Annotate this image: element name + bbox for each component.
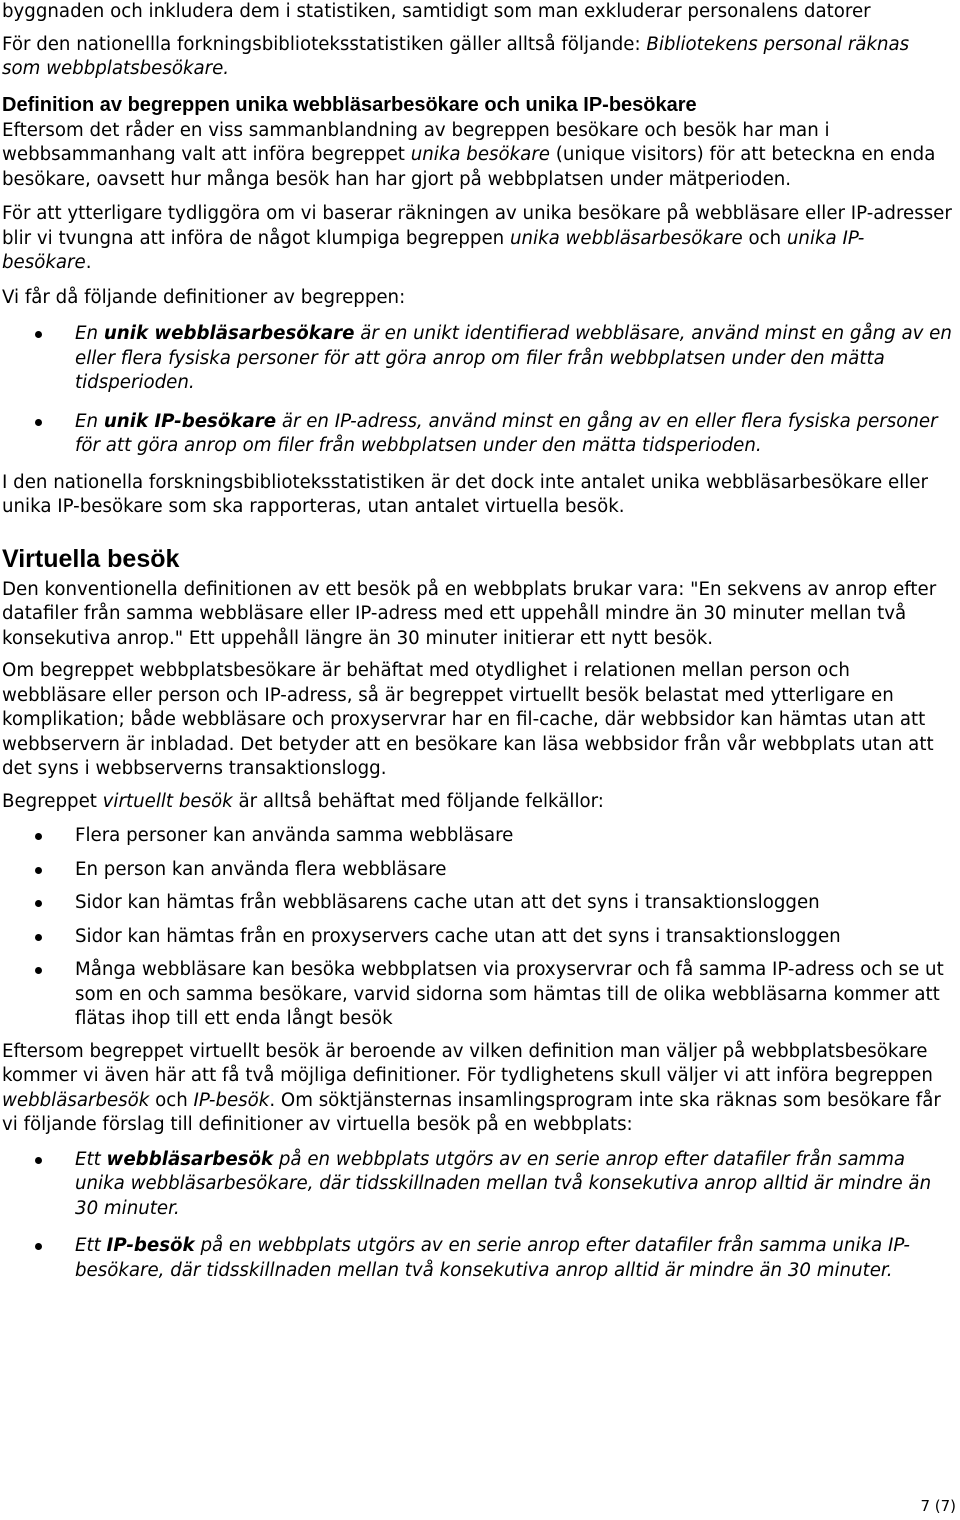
list-item <box>2 1148 952 1222</box>
intro-line: byggnaden och inkludera dem i statistiken, samtidigt som man exkluderar personalens datorer <box>2 1 871 22</box>
text-run: . Om söktjänsternas insamlingsprogram inte ska räknas som besökare får vi följande förslag till definitioner av virtuella besök på en webbplats: <box>2 1089 941 1135</box>
list-item: En person kan använda flera webbläsare <box>2 858 952 883</box>
virtual-paragraph-2: Om begreppet webbplatsbesökare är behäftat med otydlighet i relationen mellan person och webbläsare eller person och IP-adress, så är begreppet virtuellt besök belastat med ytterligare en komplikation; både webbläsare och proxyservrar har en fil-cache, där webbsidor kan hämtas utan att webbservern är inbladad. Det betyder att en besökare kan läsa webbsidor från vår webbplats utan att det syns i webbserverns transaktionslogg. <box>2 660 934 779</box>
text-run: En <box>75 410 104 432</box>
list-item <box>2 410 952 459</box>
list-item <box>2 322 952 396</box>
text-run: (unique visitors) för att beteckna en enda besökare, oavsett hur många besök han har gjort på webbplatsen under mätperioden. <box>2 144 936 190</box>
italic-term: unika webbläsarbesökare <box>509 227 743 249</box>
definition-paragraph-1 <box>2 119 952 193</box>
text-run: på en webbplats utgörs av en serie anrop efter datafiler från samma unika IP-besökare, där tidsskillnaden mellan två konsekutiva anrop alltid är mindre än 30 minuter. <box>75 1235 910 1281</box>
bold-term: unik webbläsarbesökare <box>103 323 355 344</box>
text-run: är en IP-adress, använd minst en gång av en eller flera fysiska personer för att göra anrop om filer från webbplatsen under den mätta tidsperioden. <box>75 410 938 456</box>
italic-term: unika IP-besökare <box>2 227 865 273</box>
text-run: En <box>75 323 104 344</box>
definition-heading: Definition av begreppen unika webbläsarbesökare och unika IP-besökare <box>2 93 697 116</box>
bold-term: unik IP-besökare <box>103 410 277 432</box>
text-run: är alltså behäftat med följande felkällor: <box>232 790 604 812</box>
definition-paragraph-3: Vi får då följande definitioner av begreppen: <box>2 286 406 308</box>
text-run: Begreppet <box>2 790 103 812</box>
text-run: . <box>85 252 92 273</box>
text-run: Ett <box>75 1235 107 1256</box>
virtual-visits-heading: Virtuella besök <box>2 544 180 573</box>
virtual-paragraph-3 <box>2 790 952 815</box>
definition-paragraph-4: I den nationella forskningsbiblioteksstatistiken är det dock inte antalet unika webbläsarbesökare eller unika IP-besökare som ska rapporteras, utan antalet virtuella besök. <box>2 471 928 517</box>
italic-term: IP-besök <box>193 1089 270 1111</box>
text-run: på en webbplats utgörs av en serie anrop efter datafiler från samma unika webbläsarbesökare, där tidsskillnaden mellan två konsekutiva anrop alltid är mindre än 30 minuter. <box>75 1148 932 1219</box>
bold-term: webbläsarbesök <box>106 1148 274 1170</box>
text-run: och <box>149 1089 194 1111</box>
italic-term: virtuellt besök <box>102 790 233 812</box>
list-item: Flera personer kan använda samma webbläsare <box>2 824 952 849</box>
text-run: Ett <box>75 1148 107 1170</box>
text-run: Eftersom det råder en viss sammanblandning av begreppen besökare och besök har man i webbsammanhang valt att införa begreppet <box>2 119 830 165</box>
virtual-paragraph-1: Den konventionella definitionen av ett besök på en webbplats brukar vara: "En sekvens av anrop efter datafiler från samma webbläsare eller IP-adress med ett uppehåll mindre än 30 minuter mellan två konsekutiva anrop." Ett uppehåll längre än 30 minuter initierar ett nytt besök. <box>2 578 937 649</box>
intro-paragraph <box>2 33 952 82</box>
error-sources-list <box>2 824 952 1032</box>
visit-definitions-list <box>2 1148 952 1284</box>
definition-list <box>2 322 952 459</box>
document-page <box>2 0 952 1283</box>
text-run: Eftersom begreppet virtuellt besök är beroende av vilken definition man väljer på webbplatsbesökare kommer vi även här att få två möjliga definitioner. För tydlighetens skull väljer vi att införa begreppen <box>2 1040 933 1086</box>
list-item <box>2 1234 952 1283</box>
intro-text: För den nationellla forkningsbiblioteksstatistiken gäller alltså följande: <box>2 33 647 55</box>
italic-term: webbläsarbesök <box>2 1089 150 1111</box>
virtual-paragraph-4 <box>2 1040 952 1138</box>
list-item: Sidor kan hämtas från en proxyservers cache utan att det syns i transaktionsloggen <box>2 925 952 950</box>
italic-term: unika besökare <box>410 144 550 165</box>
page-number: 7 (7) <box>920 1497 956 1515</box>
definition-paragraph-2 <box>2 202 952 276</box>
bold-term: IP-besök <box>106 1235 195 1256</box>
text-run: För att ytterligare tydliggöra om vi baserar räkningen av unika besökare på webbläsare eller IP-adresser blir vi tvungna att införa de något klumpiga begreppen <box>2 203 952 249</box>
list-item: Många webbläsare kan besöka webbplatsen via proxyservrar och få samma IP-adress och se ut som en och samma besökare, varvid sidorna som hämtas till de olika webbläsarna kommer att flätas ihop till ett enda långt besök <box>2 958 952 1032</box>
intro-italic: Bibliotekens personal räknas som webbplatsbesökare. <box>2 33 910 79</box>
text-run: är en unikt identifierad webbläsare, använd minst en gång av en eller flera fysiska personer för att göra anrop om filer från webbplatsen under den mätta tidsperioden. <box>75 323 952 393</box>
list-item: Sidor kan hämtas från webbläsarens cache utan att det syns i transaktionsloggen <box>2 891 952 916</box>
text-run: och <box>742 227 787 249</box>
